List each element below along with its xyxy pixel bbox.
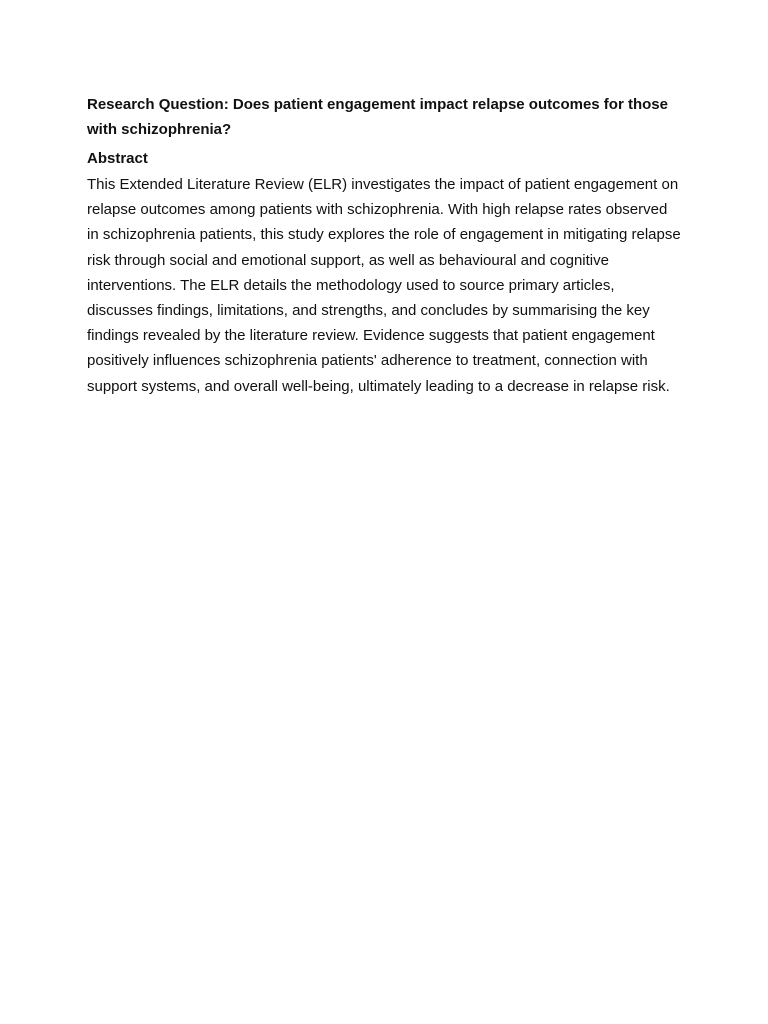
- research-question: Research Question: Does patient engagement impact relapse outcomes for those with schizophrenia?: [87, 96, 668, 138]
- abstract-heading: Abstract: [87, 150, 148, 167]
- abstract-body: This Extended Literature Review (ELR) investigates the impact of patient engagement on relapse outcomes among patients with schizophrenia. With high relapse rates observed in schizophrenia patients, this study explores the role of engagement in mitigating relapse risk through social and emotional support, as well as behavioural and cognitive interventions. The ELR details the methodology used to source primary articles, discusses findings, limitations, and strengths, and concludes by summarising the key findings revealed by the literature review. Evidence suggests that patient engagement positively influences schizophrenia patients' adherence to treatment, connection with support systems, and overall well-being, ultimately leading to a decrease in relapse risk.: [87, 176, 681, 395]
- document-page: [87, 92, 687, 399]
